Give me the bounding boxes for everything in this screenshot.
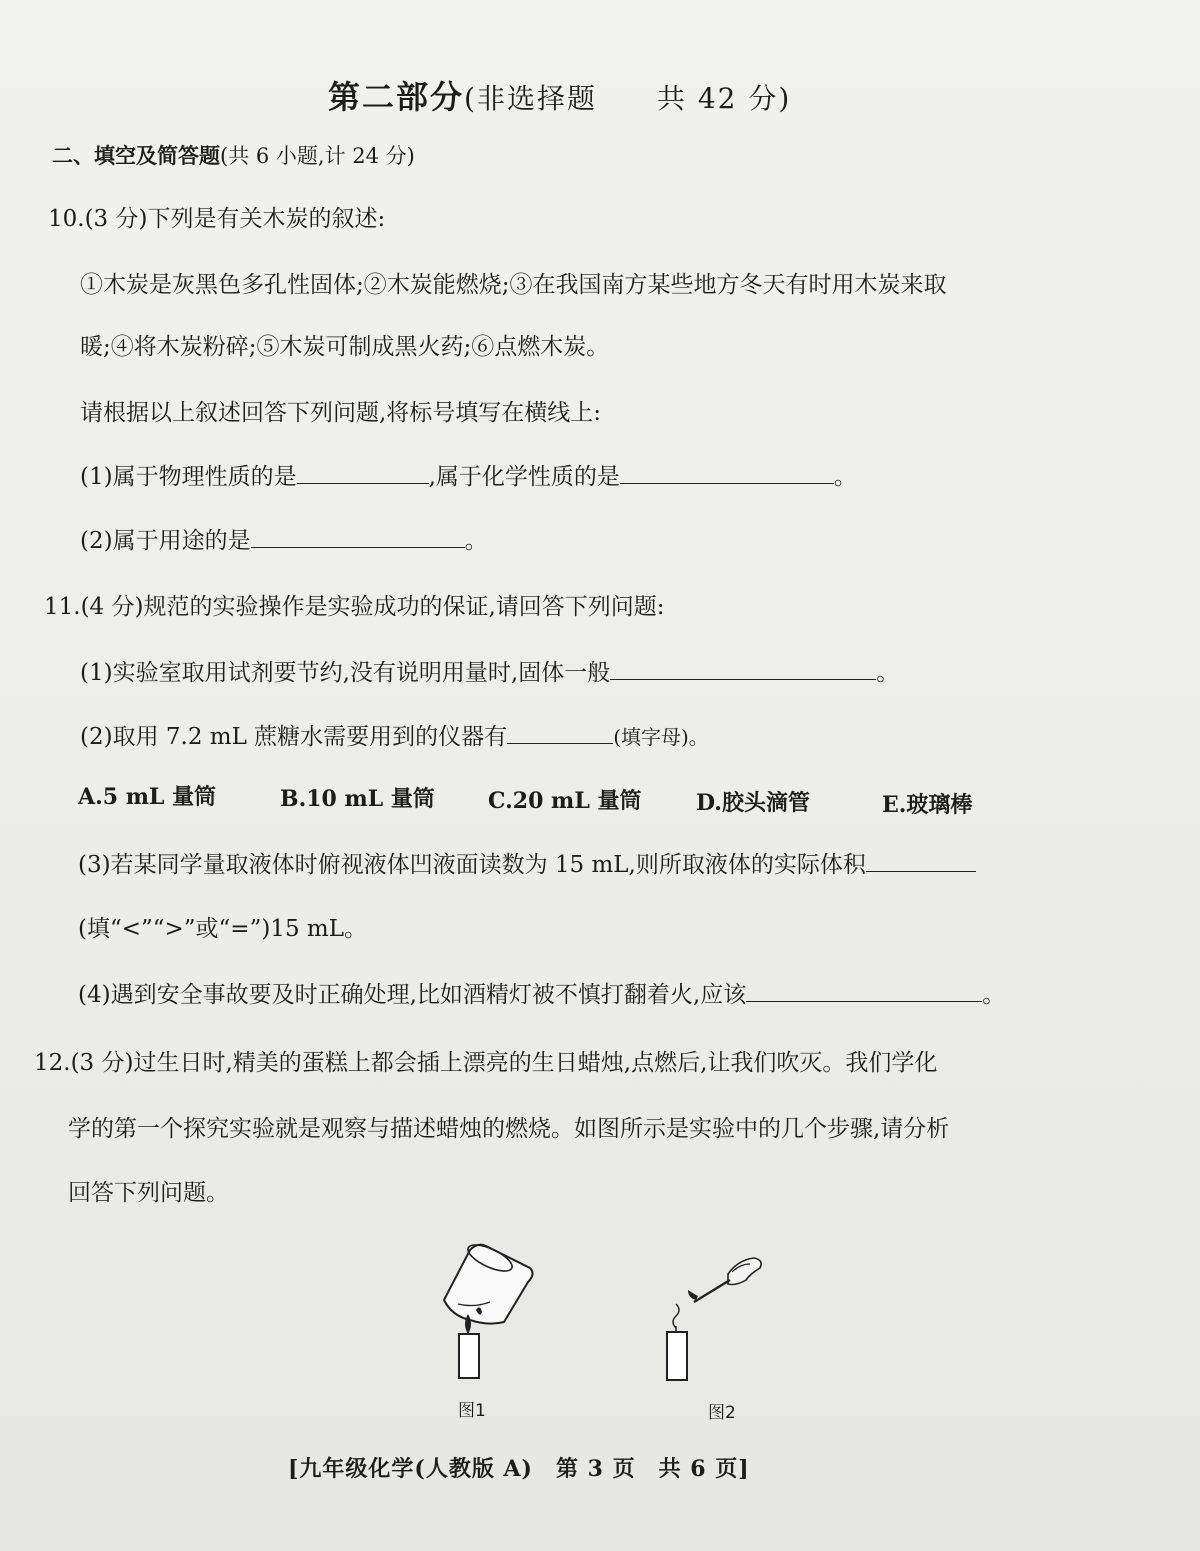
section-title-text: 二、填空及简答题: [52, 143, 220, 168]
part-title-paren: (非选择题 共 42 分): [464, 82, 792, 115]
q10-stem: 10.(3 分)下列是有关木炭的叙述:: [48, 206, 386, 232]
q11-sub4: [78, 976, 1005, 1009]
q10-use-blank[interactable]: [251, 527, 465, 548]
q10-sub2: [80, 522, 488, 555]
q10-physical-blank[interactable]: [297, 463, 429, 484]
q10-line2: 暖;④将木炭粉碎;⑤木炭可制成黑火药;⑥点燃木炭。: [80, 334, 610, 360]
q12-line2: 学的第一个探究实验就是观察与描述蜡烛的燃烧。如图所示是实验中的几个步骤,请分析: [68, 1116, 950, 1142]
q11-sub4-label: (4)遇到安全事故要及时正确处理,比如酒精灯被不慎打翻着火,应该: [78, 982, 747, 1008]
q11-option-e: E.玻璃棒: [882, 792, 973, 818]
figure-2-caption: 图2: [708, 1403, 736, 1423]
q11-sub1-label: (1)实验室取用试剂要节约,没有说明用量时,固体一般: [80, 660, 611, 686]
section-title: [52, 140, 415, 170]
inverted-beaker-icon: [444, 1240, 533, 1324]
q10-sub2-label: (2)属于用途的是: [80, 528, 251, 554]
q11-sub3-cont: (填“<”“>”或“=”)15 mL。: [78, 916, 367, 942]
q11-sub2-end: (填字母)。: [613, 725, 709, 749]
q11-sub4-end: 。: [982, 982, 1006, 1008]
figure-1-caption: 图1: [458, 1401, 486, 1421]
q11-fire-blank[interactable]: [746, 981, 982, 1002]
q11-sub1-end: 。: [876, 660, 900, 686]
q10-line1: ①木炭是灰黑色多孔性固体;②木炭能燃烧;③在我国南方某些地方冬天有时用木炭来取: [80, 272, 947, 298]
q11-sub3: [78, 846, 976, 879]
figure-1-beaker-over-candle: [430, 1238, 550, 1388]
q10-sub1: [80, 458, 857, 491]
q11-sub2: [80, 718, 709, 751]
q10-chemical-blank[interactable]: [620, 463, 834, 484]
q11-sub1: [80, 654, 899, 687]
q11-option-a: A.5 mL 量筒: [78, 784, 217, 810]
q11-sub3-label: (3)若某同学量取液体时俯视液体凹液面读数为 15 mL,则所取液体的实际体积: [78, 852, 866, 878]
hand-holding-match-icon: [688, 1258, 761, 1302]
q12-line3: 回答下列问题。: [68, 1180, 229, 1206]
figure-2-match-and-candle: [656, 1250, 776, 1390]
section-title-paren: (共 6 小题,计 24 分): [220, 144, 415, 168]
q11-volume-blank[interactable]: [866, 851, 976, 872]
page-footer: [九年级化学(人教版 A) 第 3 页 共 6 页]: [288, 1456, 750, 1482]
part-title: [328, 72, 791, 118]
q11-solid-amount-blank[interactable]: [610, 659, 876, 680]
candle-icon: [459, 1330, 479, 1378]
smoke-icon: [673, 1304, 679, 1328]
q11-option-b: B.10 mL 量筒: [280, 786, 435, 812]
candle-icon: [667, 1326, 687, 1380]
q10-instruction: 请根据以上叙述回答下列问题,将标号填写在横线上:: [80, 400, 602, 426]
q10-sub1-label-b: ,属于化学性质的是: [428, 464, 620, 490]
q10-sub1-label: (1)属于物理性质的是: [80, 464, 297, 490]
q11-sub2-label: (2)取用 7.2 mL 蔗糖水需要用到的仪器有: [80, 724, 508, 750]
q12-stem: 12.(3 分)过生日时,精美的蛋糕上都会插上漂亮的生日蜡烛,点燃后,让我们吹灭。我们学化: [34, 1050, 938, 1076]
q11-stem: 11.(4 分)规范的实验操作是实验成功的保证,请回答下列问题:: [44, 594, 665, 620]
q10-sub1-end: 。: [833, 464, 857, 490]
part-title-text: 第二部分: [328, 78, 465, 116]
q11-option-c: C.20 mL 量筒: [488, 788, 642, 814]
q10-sub2-end: 。: [464, 528, 488, 554]
q11-instrument-blank[interactable]: [507, 723, 613, 744]
q11-option-d: D.胶头滴管: [696, 790, 810, 816]
